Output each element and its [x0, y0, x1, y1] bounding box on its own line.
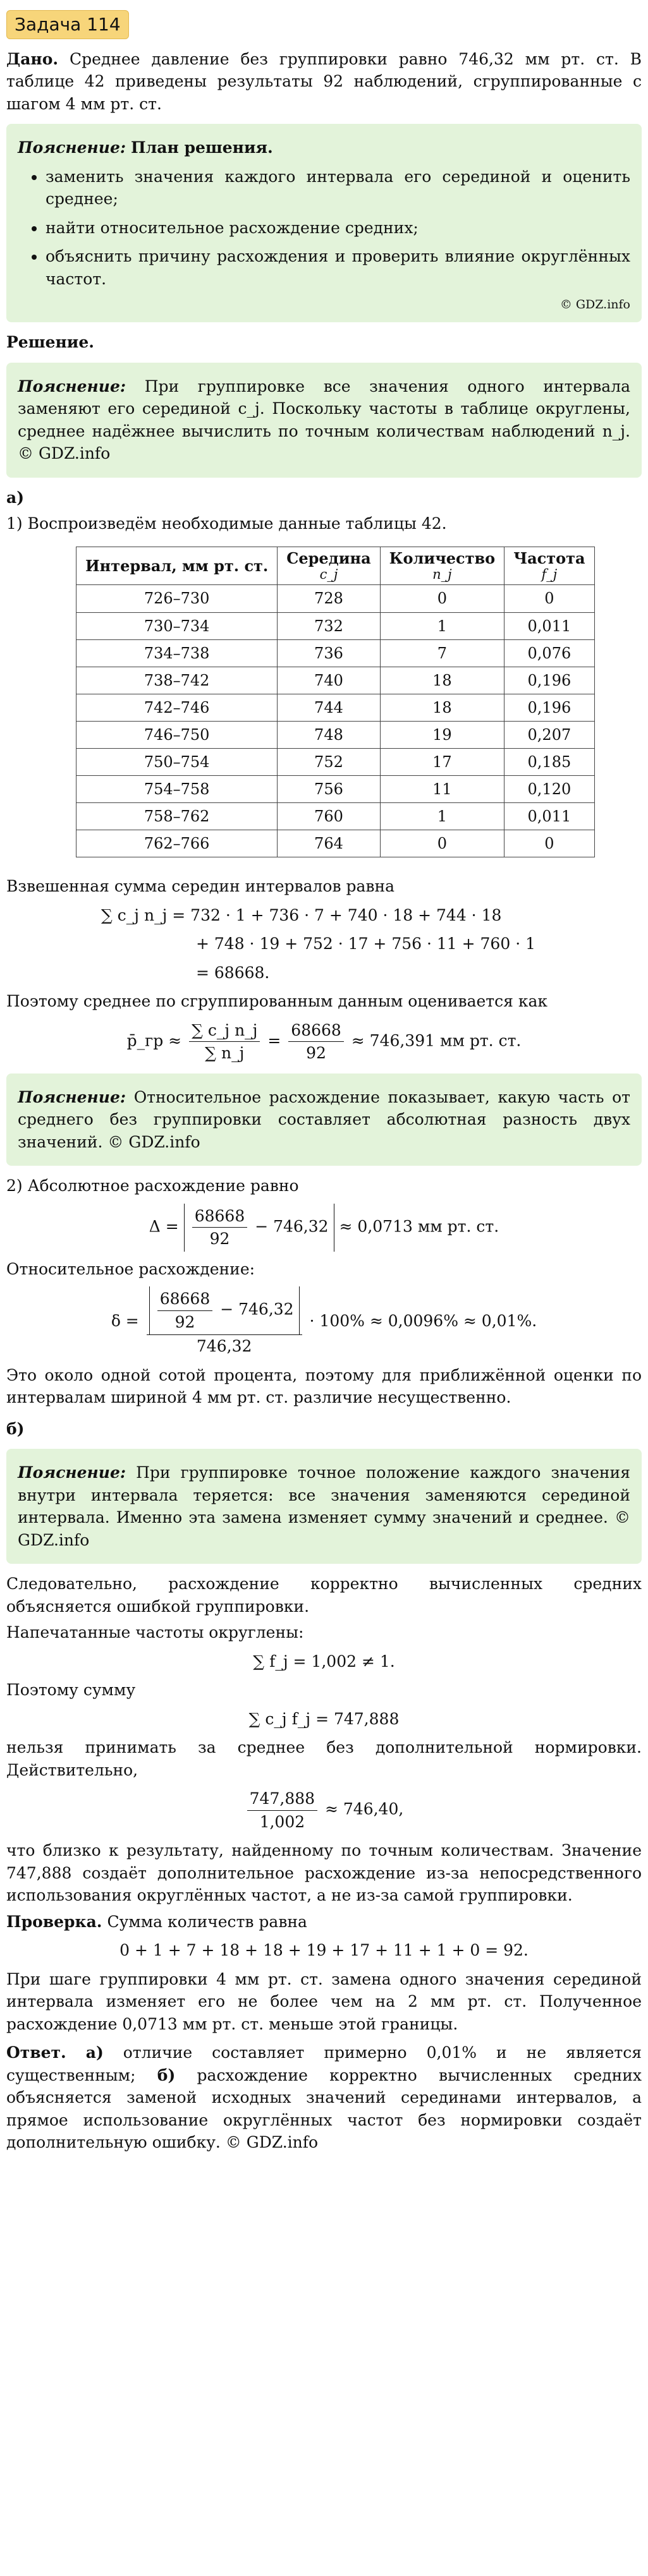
- equation-frequency-sum: ∑ f_j = 1,002 ≠ 1.: [253, 1652, 395, 1671]
- table-cell: 744: [278, 694, 380, 721]
- table-cell: 764: [278, 830, 380, 857]
- mean-intro: Поэтому среднее по сгруппированным данным оценивается как: [6, 992, 547, 1011]
- numerator: 68668: [157, 1288, 213, 1311]
- equation-weighted-frequency: ∑ c_j f_j = 747,888: [248, 1709, 400, 1728]
- numerator: 68668: [192, 1205, 248, 1228]
- note-2-label: Пояснение:: [18, 1087, 126, 1106]
- plan-box: [6, 124, 642, 322]
- part-b-text-4: нельзя принимать за среднее без дополнительной нормировки. Действительно,: [6, 1738, 642, 1779]
- note-2-paragraph: [18, 1086, 630, 1154]
- header-title: Середина: [286, 548, 371, 567]
- header-sub: c_j: [319, 567, 338, 583]
- table-cell: 18: [380, 667, 504, 694]
- table-cell: 7: [380, 639, 504, 667]
- table-cell: 736: [278, 639, 380, 667]
- plan-header: [18, 136, 630, 159]
- table-cell: 0,011: [504, 803, 594, 830]
- plan-item: • найти относительное расхождение средних;: [46, 217, 630, 239]
- note-box-2: [6, 1073, 642, 1166]
- step-2-text: 2) Абсолютное расхождение равно: [6, 1176, 299, 1195]
- note-1-text: При группировке все значения одного интервала заменяют его серединой c_j. Поскольку частоты в таблице округлены, среднее надёжнее вычислить по точным количествам наблюдений n_j. © GDZ.info: [18, 377, 630, 463]
- denominator: ∑ n_j: [205, 1044, 245, 1063]
- denominator: 92: [209, 1230, 230, 1249]
- header-sub: f_j: [541, 567, 558, 583]
- answer-b-text: расхождение корректно вычисленных средних объясняется заменой исходных значений серединами интервалов, а прямое использование округлённых частот без нормировки создаёт дополнительную ошибку. © GDZ.info: [6, 2065, 642, 2152]
- table-cell: 742–746: [76, 694, 278, 721]
- header-title: Частота: [513, 548, 585, 567]
- check-label: Проверка.: [6, 1912, 102, 1931]
- table-cell: 746–750: [76, 721, 278, 748]
- note-2-text: Относительное расхождение показывает, какую часть от среднего без группировки составляет абсолютная разность двух значений. © GDZ.info: [18, 1087, 630, 1151]
- mean-equation: [6, 1019, 642, 1065]
- table-cell: 740: [278, 667, 380, 694]
- check-text: При шаге группировки 4 мм рт. ст. замена одного значения серединой интервала изменяет его не более чем на 2 мм рт. ст. Полученное расхождение 0,0713 мм рт. ст. меньше этой границы.: [6, 1969, 642, 2033]
- table-cell: 0,207: [504, 721, 594, 748]
- table-cell: 0,120: [504, 776, 594, 803]
- answer-paragraph: [6, 2041, 642, 2154]
- plan-credit: © GDZ.info: [559, 298, 630, 312]
- table-cell: 0,196: [504, 694, 594, 721]
- header-midpoint: [278, 547, 380, 585]
- denominator: 92: [174, 1312, 195, 1331]
- table-header-row: [76, 547, 595, 585]
- mean-lhs: p̄_гр ≈: [126, 1031, 182, 1050]
- note-box-3: [6, 1449, 642, 1564]
- fraction: [247, 1787, 317, 1833]
- note-box-1: [6, 363, 642, 478]
- table-cell: 728: [278, 585, 380, 612]
- abs-rhs: ≈ 0,0713 мм рт. ст.: [339, 1217, 499, 1236]
- table-cell: 758–762: [76, 803, 278, 830]
- table-row: [76, 748, 595, 775]
- numerator: 68668: [288, 1019, 344, 1043]
- rel-tail: − 746,32: [220, 1300, 294, 1319]
- given-label: Дано.: [6, 49, 59, 68]
- header-count: [380, 547, 504, 585]
- equation-sum-line-3: = 68668.: [196, 963, 270, 982]
- table-cell: 0: [380, 585, 504, 612]
- plan-item: • объяснить причину расхождения и проверить влияние округлённых частот.: [46, 245, 630, 290]
- table-cell: 754–758: [76, 776, 278, 803]
- part-b-text-3: Поэтому сумму: [6, 1681, 136, 1700]
- outer-fraction: [147, 1286, 302, 1358]
- table-cell: 11: [380, 776, 504, 803]
- header-interval: [76, 547, 278, 585]
- equals-sign: =: [267, 1031, 281, 1050]
- note-3-paragraph: [18, 1461, 630, 1551]
- table-cell: 0: [380, 830, 504, 857]
- part-b-text-2: Напечатанные частоты округлены:: [6, 1623, 304, 1642]
- table-cell: 756: [278, 776, 380, 803]
- table-cell: 17: [380, 748, 504, 775]
- check-intro: Сумма количеств равна: [107, 1912, 307, 1931]
- numerator: ∑ c_j n_j: [189, 1019, 260, 1043]
- plan-list: [18, 166, 630, 291]
- table-cell: 19: [380, 721, 504, 748]
- abs-tail: − 746,32: [255, 1217, 329, 1236]
- answer-b-label: б): [157, 2065, 176, 2084]
- note-1-label: Пояснение:: [18, 377, 126, 396]
- numerator: 747,888: [247, 1787, 317, 1811]
- table-cell: 750–754: [76, 748, 278, 775]
- table-cell: 0,196: [504, 667, 594, 694]
- absolute-value: [184, 1204, 334, 1252]
- equation-sum-line-1: ∑ c_j n_j = 732 · 1 + 736 · 7 + 740 · 18 + 744 · 18: [101, 905, 502, 924]
- table-row: [76, 667, 595, 694]
- table-row: [76, 721, 595, 748]
- table-cell: 1: [380, 612, 504, 639]
- abs-lhs: Δ =: [149, 1217, 179, 1236]
- table-row: [76, 776, 595, 803]
- absolute-equation: [6, 1204, 642, 1252]
- part-b-text-5: что близко к результату, найденному по точным количествам. Значение 747,888 создаёт дополнительное расхождение из-за непосредственного использования округлённых частот, а не из-за самой группировки.: [6, 1841, 642, 1905]
- table-cell: 0,076: [504, 639, 594, 667]
- table-row: [76, 694, 595, 721]
- table-cell: 738–742: [76, 667, 278, 694]
- fraction: [192, 1205, 248, 1250]
- plan-item: • заменить значения каждого интервала его серединой и оценить среднее;: [46, 166, 630, 210]
- weighted-intro: Взвешенная сумма середин интервалов равна: [6, 877, 395, 896]
- table-cell: 762–766: [76, 830, 278, 857]
- table-body: [76, 585, 595, 857]
- outer-denominator: 746,32: [196, 1337, 252, 1356]
- given-paragraph: [6, 48, 642, 116]
- note-1-paragraph: [18, 375, 630, 465]
- fraction: [288, 1019, 344, 1065]
- table-cell: 0,185: [504, 748, 594, 775]
- plan-title: План решения.: [131, 138, 273, 157]
- equation-sum-line-2: + 748 · 19 + 752 · 17 + 756 · 11 + 760 · 1: [196, 934, 535, 953]
- table-cell: 732: [278, 612, 380, 639]
- table-row: [76, 803, 595, 830]
- equation-check-sum: 0 + 1 + 7 + 18 + 18 + 19 + 17 + 11 + 1 + 0 = 92.: [119, 1941, 529, 1960]
- note-3-text: При группировке точное положение каждого значения внутри интервала теряется: все значения заменяются серединой интервала. Именно эта замена изменяет сумму значений и среднее. © GDZ.info: [18, 1463, 630, 1549]
- mean-rhs: ≈ 746,391 мм рт. ст.: [351, 1031, 522, 1050]
- table-cell: 748: [278, 721, 380, 748]
- table-cell: 730–734: [76, 612, 278, 639]
- fraction: [157, 1288, 213, 1333]
- norm-rhs: ≈ 746,40,: [325, 1799, 404, 1818]
- relative-conclusion: Это около одной сотой процента, поэтому для приближённой оценки по интервалам шириной 4 мм рт. ст. различие несущественно.: [6, 1365, 642, 1407]
- header-frequency: [504, 547, 594, 585]
- answer-label: Ответ.: [6, 2043, 66, 2062]
- given-text: Среднее давление без группировки равно 746,32 мм рт. ст. В таблице 42 приведены результаты 92 наблюдений, сгруппированные с шагом 4 мм рт. ст.: [6, 49, 642, 113]
- solution-heading: Решение.: [6, 333, 94, 352]
- table-cell: 726–730: [76, 585, 278, 612]
- note-3-label: Пояснение:: [18, 1463, 126, 1482]
- table-row: [76, 830, 595, 857]
- data-table: [76, 547, 595, 858]
- answer-a-label: а): [85, 2043, 104, 2062]
- part-b-heading: б): [6, 1419, 25, 1438]
- step-1-text: 1) Воспроизведём необходимые данные таблицы 42.: [6, 514, 447, 533]
- rel-rhs: · 100% ≈ 0,0096% ≈ 0,01%.: [309, 1311, 537, 1330]
- fraction: [189, 1019, 260, 1065]
- part-a-heading: а): [6, 488, 25, 507]
- relative-intro: Относительное расхождение:: [6, 1259, 255, 1278]
- table-cell: 1: [380, 803, 504, 830]
- table-cell: 0,011: [504, 612, 594, 639]
- answer-a-text: отличие составляет примерно 0,01% и не является существенным;: [6, 2043, 642, 2084]
- plan-label: Пояснение:: [18, 138, 126, 157]
- task-badge: Задача 114: [6, 10, 129, 39]
- header-title: Количество: [389, 548, 496, 567]
- header-title: Интервал, мм рт. ст.: [85, 556, 269, 575]
- table-cell: 18: [380, 694, 504, 721]
- header-sub: n_j: [432, 567, 452, 583]
- table-cell: 734–738: [76, 639, 278, 667]
- rel-lhs: δ =: [111, 1311, 139, 1330]
- table-row: [76, 639, 595, 667]
- equation-normalized: [6, 1787, 642, 1833]
- part-b-text-1: Следовательно, расхождение корректно вычисленных средних объясняется ошибкой группировки.: [6, 1575, 642, 1616]
- table-cell: 0: [504, 585, 594, 612]
- table-cell: 752: [278, 748, 380, 775]
- outer-numerator: [147, 1286, 302, 1335]
- denominator: 92: [306, 1044, 326, 1063]
- check-paragraph: [6, 1911, 642, 1933]
- absolute-value: [149, 1286, 300, 1334]
- denominator: 1,002: [259, 1812, 305, 1831]
- table-cell: 0: [504, 830, 594, 857]
- table-row: [76, 612, 595, 639]
- table-row: [76, 585, 595, 612]
- relative-equation: [6, 1286, 642, 1358]
- table-cell: 760: [278, 803, 380, 830]
